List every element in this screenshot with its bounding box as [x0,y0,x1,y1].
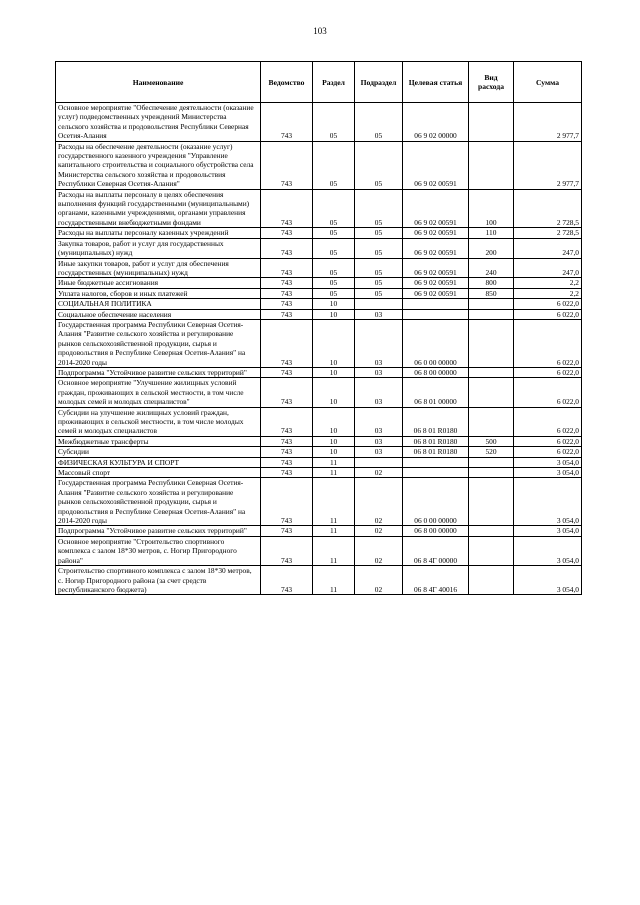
row-sum: 2 977,7 [514,141,582,189]
row-type [469,378,514,407]
row-subsection: 03 [355,309,403,319]
row-section: 10 [313,378,355,407]
table-row [56,478,582,526]
row-dept: 743 [261,319,313,367]
row-type [469,407,514,436]
table-row [56,526,582,536]
row-section: 10 [313,407,355,436]
row-dept: 743 [261,457,313,467]
row-name: Государственная программа Республики Северная Осетия-Алания "Развитие сельского хозяйства и регулирование рынков сельскохозяйственной продукции, сырья и продовольствия в Республике Северная Осетия-Алания" на 2014-2020 годы [56,478,261,526]
row-dept: 743 [261,189,313,228]
row-section: 05 [313,228,355,238]
row-type: 850 [469,288,514,298]
header-subsection: Подраздел [355,62,403,103]
row-type [469,457,514,467]
row-type [469,299,514,309]
row-subsection: 05 [355,278,403,288]
row-sum: 6 022,0 [514,299,582,309]
row-dept: 743 [261,378,313,407]
row-dept: 743 [261,258,313,278]
row-subsection: 03 [355,447,403,457]
row-sum: 3 054,0 [514,536,582,565]
row-type [469,141,514,189]
row-target: 06 0 00 00000 [403,478,469,526]
table-row [56,319,582,367]
row-name: Закупка товаров, работ и услуг для государственных (муниципальных) нужд [56,238,261,258]
row-dept: 743 [261,536,313,565]
row-name: СОЦИАЛЬНАЯ ПОЛИТИКА [56,299,261,309]
row-type [469,319,514,367]
header-section: Раздел [313,62,355,103]
row-sum: 247,0 [514,238,582,258]
table-row [56,238,582,258]
row-subsection: 05 [355,288,403,298]
header-target: Целевая статья [403,62,469,103]
row-section: 05 [313,288,355,298]
row-name: Иные закупки товаров, работ и услуг для обеспечения государственных (муниципальных) нужд [56,258,261,278]
row-subsection: 05 [355,258,403,278]
row-type [469,478,514,526]
row-subsection: 03 [355,319,403,367]
row-type: 520 [469,447,514,457]
row-sum: 3 054,0 [514,468,582,478]
row-type: 500 [469,436,514,446]
table-row [56,189,582,228]
row-section: 05 [313,238,355,258]
row-subsection: 03 [355,436,403,446]
row-type: 200 [469,238,514,258]
row-subsection: 02 [355,526,403,536]
row-name: Уплата налогов, сборов и иных платежей [56,288,261,298]
row-target [403,309,469,319]
row-name: Субсидии [56,447,261,457]
row-subsection: 03 [355,367,403,377]
row-sum: 3 054,0 [514,526,582,536]
row-target: 06 9 02 00591 [403,238,469,258]
row-sum: 3 054,0 [514,478,582,526]
row-dept: 743 [261,566,313,595]
table-row [56,103,582,142]
row-dept: 743 [261,436,313,446]
row-target: 06 8 00 00000 [403,526,469,536]
row-dept: 743 [261,526,313,536]
row-section: 11 [313,457,355,467]
row-section: 11 [313,468,355,478]
row-subsection: 05 [355,238,403,258]
row-section: 05 [313,141,355,189]
row-dept: 743 [261,407,313,436]
header-name: Наименование [56,62,261,103]
header-sum: Сумма [514,62,582,103]
row-name: Субсидии на улучшение жилищных условий граждан, проживающих в сельской местности, в том числе молодых семей и молодых специалистов [56,407,261,436]
table-row [56,566,582,595]
row-subsection [355,457,403,467]
row-target: 06 9 02 00591 [403,288,469,298]
row-section: 10 [313,309,355,319]
row-target: 06 8 01 R0180 [403,436,469,446]
row-name: Подпрограмма "Устойчивое развитие сельских территорий" [56,367,261,377]
row-sum: 6 022,0 [514,447,582,457]
row-sum: 2 977,7 [514,103,582,142]
row-name: Расходы на обеспечение деятельности (оказание услуг) государственного казенного учреждения "Управление капитального строительства и социального обустройства села Министерства сельского хозяйства и продовольствия Республики Северная Осетия-Алания" [56,141,261,189]
row-target: 06 8 00 00000 [403,367,469,377]
row-section: 05 [313,189,355,228]
row-sum: 3 054,0 [514,566,582,595]
table-row [56,367,582,377]
row-target: 06 9 02 00591 [403,141,469,189]
row-dept: 743 [261,238,313,258]
row-dept: 743 [261,367,313,377]
row-sum: 6 022,0 [514,367,582,377]
row-sum: 6 022,0 [514,319,582,367]
row-subsection: 05 [355,228,403,238]
row-name: Социальное обеспечение населения [56,309,261,319]
row-target: 06 9 02 00591 [403,228,469,238]
row-subsection: 03 [355,407,403,436]
row-section: 05 [313,103,355,142]
table-row [56,536,582,565]
row-dept: 743 [261,278,313,288]
row-section: 11 [313,526,355,536]
row-dept: 743 [261,478,313,526]
row-subsection: 03 [355,378,403,407]
row-name: Межбюджетные трансферты [56,436,261,446]
table-row [56,378,582,407]
row-target: 06 8 01 R0180 [403,407,469,436]
row-type [469,566,514,595]
row-target: 06 8 01 00000 [403,378,469,407]
row-type [469,536,514,565]
row-dept: 743 [261,228,313,238]
row-name: Основное мероприятие "Обеспечение деятельности (оказание услуг) подведомственных учреждений Министерства сельского хозяйства и продовольствия Республики Северная Осетия-Алания [56,103,261,142]
row-sum: 6 022,0 [514,378,582,407]
row-target: 06 9 02 00591 [403,189,469,228]
row-sum: 6 022,0 [514,407,582,436]
row-target: 06 8 01 R0180 [403,447,469,457]
row-target [403,299,469,309]
row-type: 800 [469,278,514,288]
table-row [56,436,582,446]
row-name: Строительство спортивного комплекса с залом 18*30 метров, с. Ногир Пригородного района (за счет средств республиканского бюджета) [56,566,261,595]
row-sum: 247,0 [514,258,582,278]
row-subsection: 02 [355,478,403,526]
row-section: 11 [313,478,355,526]
row-sum: 3 054,0 [514,457,582,467]
row-dept: 743 [261,447,313,457]
row-subsection: 02 [355,468,403,478]
row-name: ФИЗИЧЕСКАЯ КУЛЬТУРА И СПОРТ [56,457,261,467]
row-name: Расходы на выплаты персоналу в целях обеспечения выполнения функций государственными (муниципальными) органами, казенными учреждениями, органами управления государственными внебюджетными фондами [56,189,261,228]
row-sum: 6 022,0 [514,309,582,319]
row-target: 06 9 02 00591 [403,258,469,278]
table-row [56,309,582,319]
row-name: Расходы на выплаты персоналу казенных учреждений [56,228,261,238]
row-dept: 743 [261,103,313,142]
table-row [56,278,582,288]
header-dept: Ведомство [261,62,313,103]
row-dept: 743 [261,288,313,298]
row-section: 11 [313,566,355,595]
row-dept: 743 [261,141,313,189]
row-type [469,526,514,536]
row-subsection: 05 [355,103,403,142]
row-subsection: 02 [355,536,403,565]
row-type [469,468,514,478]
table-row [56,141,582,189]
row-type: 100 [469,189,514,228]
row-name: Подпрограмма "Устойчивое развитие сельских территорий" [56,526,261,536]
row-sum: 2 728,5 [514,189,582,228]
row-name: Государственная программа Республики Северная Осетия-Алания "Развитие сельского хозяйства и регулирование рынков сельскохозяйственной продукции, сырья и продовольствия в Республике Северная Осетия-Алания" на 2014-2020 годы [56,319,261,367]
row-section: 05 [313,258,355,278]
row-dept: 743 [261,299,313,309]
row-target: 06 9 02 00591 [403,278,469,288]
row-name: Основное мероприятие "Строительство спортивного комплекса с залом 18*30 метров, с. Ногир Пригородного района" [56,536,261,565]
row-section: 11 [313,536,355,565]
row-section: 10 [313,447,355,457]
row-sum: 2,2 [514,278,582,288]
row-subsection: 05 [355,189,403,228]
table-row [56,288,582,298]
row-section: 10 [313,367,355,377]
row-type [469,103,514,142]
row-section: 10 [313,299,355,309]
table-row [56,228,582,238]
row-target: 06 8 4Г 40016 [403,566,469,595]
row-dept: 743 [261,468,313,478]
row-type: 240 [469,258,514,278]
page-number: 103 [313,26,327,36]
row-name: Массовый спорт [56,468,261,478]
table-row [56,447,582,457]
row-sum: 6 022,0 [514,436,582,446]
row-section: 10 [313,436,355,446]
row-type [469,367,514,377]
table-header-row [56,62,582,103]
table-row [56,299,582,309]
row-section: 10 [313,319,355,367]
row-name: Основное мероприятие "Улучшение жилищных условий граждан, проживающих в сельской местности, в том числе молодых семей и молодых специалистов" [56,378,261,407]
budget-table [55,61,582,595]
table-row [56,468,582,478]
row-subsection: 05 [355,141,403,189]
row-subsection: 02 [355,566,403,595]
row-target [403,468,469,478]
row-type: 110 [469,228,514,238]
row-sum: 2 728,5 [514,228,582,238]
table-row [56,258,582,278]
table-row [56,457,582,467]
row-name: Иные бюджетные ассигнования [56,278,261,288]
row-dept: 743 [261,309,313,319]
row-sum: 2,2 [514,288,582,298]
row-subsection [355,299,403,309]
row-section: 05 [313,278,355,288]
row-target: 06 0 00 00000 [403,319,469,367]
header-type: Вид расхода [469,62,514,103]
row-target: 06 9 02 00000 [403,103,469,142]
row-target: 06 8 4Г 00000 [403,536,469,565]
row-type [469,309,514,319]
row-target [403,457,469,467]
table-row [56,407,582,436]
